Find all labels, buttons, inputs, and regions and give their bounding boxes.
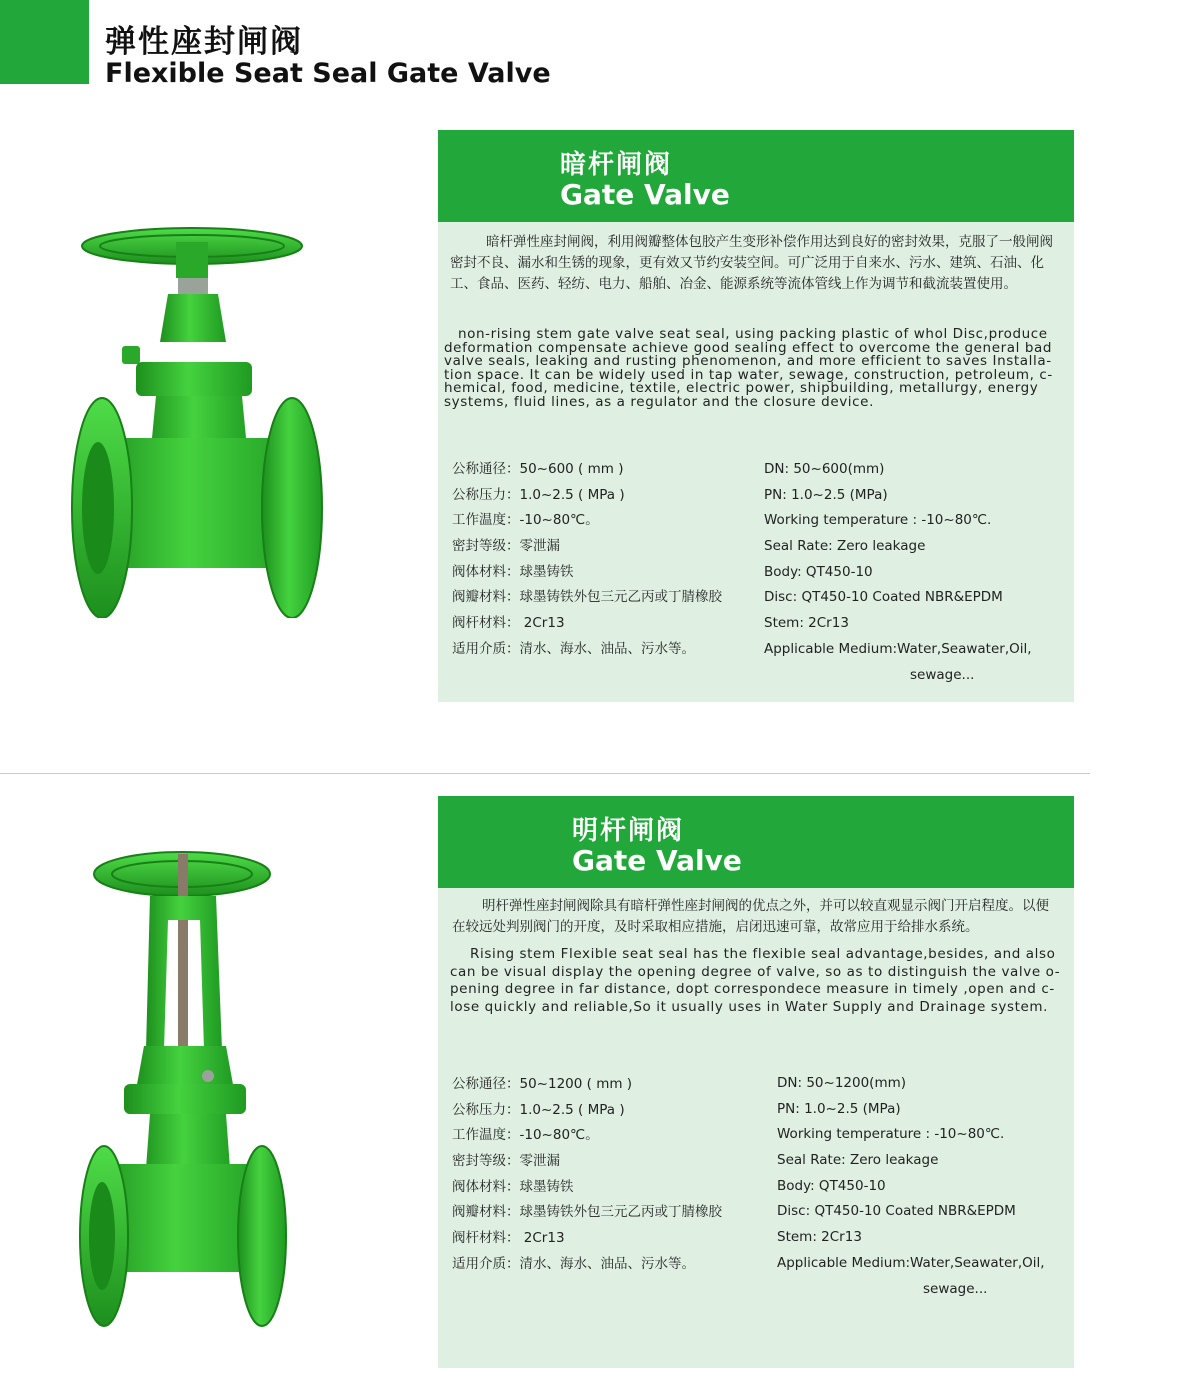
product-description-en: non-rising stem gate valve seat seal, using packing plastic of whol Disc,produce deformation compensate achieve good sealing effect to overcome the general bad valve seals, leaking and rusting phenomenon, and more efficient to saves Installa-tion space. It can be widely used in tap water, sewage, construction, petroleum, c-hemical, food, medicine, textile, electric power, shipbuilding, metallurgy, energy systems, fluid lines, as a regulator and the closure device. (444, 326, 1053, 410)
product-name-en: Gate Valve (572, 844, 742, 877)
spec-item: 工作温度：-10~80℃。 (452, 512, 599, 529)
corner-accent-block (0, 0, 89, 84)
product-name-cn: 暗杆闸阀 (560, 150, 673, 180)
spec-item: 阀体材料：球墨铸铁 (452, 1178, 574, 1195)
spec-item: Applicable Medium:Water,Seawater,Oil, (777, 1254, 1045, 1271)
spec-item: Disc: QT450-10 Coated NBR&EPDM (777, 1203, 1016, 1220)
spec-item: 阀瓣材料：球墨铸铁外包三元乙丙或丁腈橡胶 (452, 589, 722, 606)
page-title-cn: 弹性座封闸阀 (105, 24, 303, 60)
product-description-cn: 明杆弹性座封闸阀除具有暗杆弹性座封闸阀的优点之外，并可以较直观显示阀门开启程度。以便在较远处判别阀门的开度，及时采取相应措施，启闭迅速可靠，故常应用于给排水系统。 (452, 898, 1049, 935)
spec-item: 阀瓣材料：球墨铸铁外包三元乙丙或丁腈橡胶 (452, 1204, 722, 1221)
spec-list-en (764, 457, 1032, 688)
spec-item: Stem: 2Cr13 (777, 1229, 862, 1246)
spec-item: Body: QT450-10 (777, 1177, 886, 1194)
spec-item: DN: 50~600(mm) (764, 461, 885, 477)
spec-list-cn (452, 1072, 722, 1278)
spec-item: sewage... (910, 666, 975, 683)
product-description-en: Rising stem Flexible seat seal has the flexible seal advantage,besides, and also can be visual display the opening degree of valve, so as to distinguish the valve o-pening degree in far distance, dopt correspondece measure in timely ,open and c-lose quickly and reliable,So it usually uses in Water Supply and Drainage system. (450, 946, 1061, 1015)
spec-item: 公称压力：1.0~2.5 ( MPa ) (452, 486, 625, 503)
spec-item: 适用介质：清水、海水、油品、污水等。 (452, 640, 695, 657)
rising-stem-gate-valve-image (76, 850, 290, 1336)
product-name-cn: 明杆闸阀 (572, 816, 685, 846)
section-divider (0, 773, 1090, 774)
spec-item: 公称压力：1.0~2.5 ( MPa ) (452, 1101, 625, 1118)
spec-item: 公称通径：50~600 ( mm ) (452, 461, 624, 477)
spec-list-en (777, 1071, 1045, 1302)
spec-item: Working temperature : -10~80℃. (764, 512, 992, 529)
spec-item: PN: 1.0~2.5 (MPa) (777, 1100, 901, 1117)
spec-item: 密封等级：零泄漏 (452, 1153, 560, 1170)
spec-item: Body: QT450-10 (764, 563, 873, 580)
spec-item: 适用介质：清水、海水、油品、污水等。 (452, 1255, 695, 1272)
spec-item: 工作温度：-10~80℃。 (452, 1127, 599, 1144)
spec-item: Stem: 2Cr13 (764, 615, 849, 632)
page-title-en: Flexible Seat Seal Gate Valve (105, 58, 551, 89)
product-panel-header (438, 130, 1074, 222)
spec-item: 公称通径：50~1200 ( mm ) (452, 1076, 633, 1092)
spec-item: PN: 1.0~2.5 (MPa) (764, 486, 888, 503)
product-panel-rising (438, 796, 1074, 1368)
product-description-cn: 暗杆弹性座封闸阀，利用阀瓣整体包胶产生变形补偿作用达到良好的密封效果，克服了一般闸阀密封不良、漏水和生锈的现象，更有效又节约安装空间。可广泛用于自来水、污水、建筑、石油、化工、食品、医药、轻纺、电力、船舶、冶金、能源系统等流体管线上作为调节和截流装置使用。 (450, 234, 1053, 292)
spec-item: 阀杆材料： 2Cr13 (452, 615, 565, 632)
spec-item: Seal Rate: Zero leakage (764, 538, 926, 555)
product-panel-header (438, 796, 1074, 888)
non-rising-stem-gate-valve-image (66, 222, 328, 618)
spec-item: DN: 50~1200(mm) (777, 1075, 907, 1091)
spec-item: Seal Rate: Zero leakage (777, 1152, 939, 1169)
spec-item: Working temperature : -10~80℃. (777, 1126, 1005, 1143)
spec-item: Disc: QT450-10 Coated NBR&EPDM (764, 589, 1003, 606)
spec-item: 阀杆材料： 2Cr13 (452, 1230, 565, 1247)
product-name-en: Gate Valve (560, 178, 730, 211)
spec-item: Applicable Medium:Water,Seawater,Oil, (764, 640, 1032, 657)
product-panel-non-rising (438, 130, 1074, 702)
spec-item: sewage... (923, 1280, 988, 1297)
spec-item: 密封等级：零泄漏 (452, 538, 560, 555)
spec-item: 阀体材料：球墨铸铁 (452, 563, 574, 580)
spec-list-cn (452, 457, 722, 663)
